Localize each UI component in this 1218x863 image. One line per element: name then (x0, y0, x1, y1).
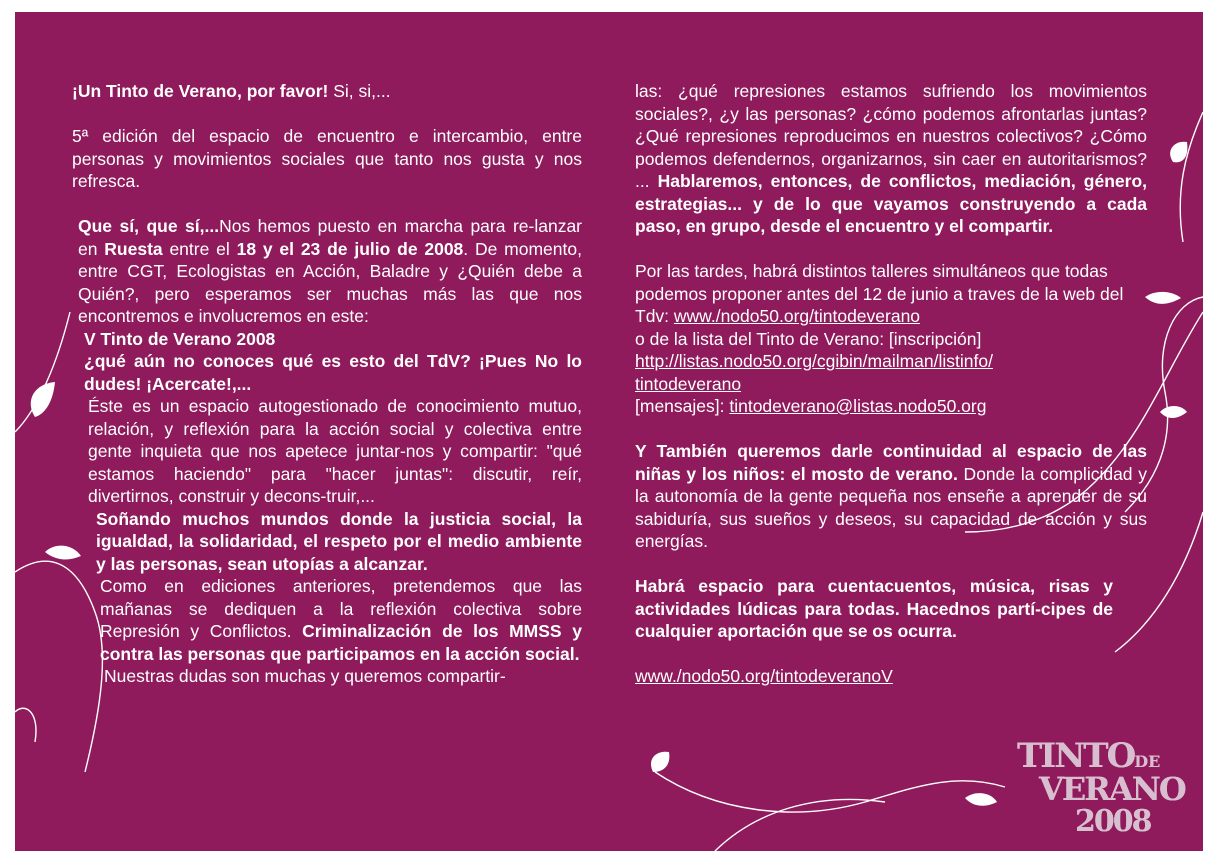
dreaming-paragraph (72, 508, 582, 576)
relaunch-paragraph (72, 215, 582, 328)
footer-link-line (635, 665, 1147, 688)
left-column (72, 80, 582, 688)
footer-website-link[interactable]: www./nodo50.org/tintodeveranoV (635, 666, 893, 686)
mornings-bold: Criminalización de los MMSS y contra las personas que participamos en la acción social. (100, 621, 582, 664)
question-paragraph (72, 350, 582, 395)
logo-line-3: 2008 (1075, 804, 1151, 839)
mailing-list-link-part2: tintodeverano (635, 373, 742, 394)
kids-bold: Y También queremos darle continuidad al espacio de las niñas y los niños: el mosto de verano. (635, 441, 1147, 484)
intro-rest: Si, si,... (328, 81, 391, 101)
relaunch-text-3: . De momento, entre CGT, Ecologistas en Acción, Baladre y ¿Quién debe a Quién?, pero esperamos ser muchas más las que nos encontremos e involucremos en este: (78, 238, 582, 326)
logo-line-1 (1017, 736, 1161, 776)
edition-paragraph: 5ª edición del espacio de encuentro e intercambio, entre personas y movimientos sociales que tanto nos gusta y nos refresca. (72, 126, 582, 191)
doubts-paragraph: Nuestras dudas son muchas y queremos compartir- (104, 666, 506, 686)
workshops-text: Por las tardes, habrá distintos talleres simultáneos que todas podemos proponer antes del 12 de junio a traves de la web del Tdv: (635, 261, 1124, 326)
workshops-paragraph (635, 260, 1147, 418)
intro-bold: ¡Un Tinto de Verano, por favor! (72, 81, 329, 101)
relaunch-place: Ruesta (104, 238, 163, 259)
logo-de: DE (1134, 752, 1161, 771)
relaunch-text-1: Nos hemos puesto en marcha para re-lanzar en (78, 216, 583, 259)
repression-paragraph (635, 80, 1147, 238)
tinto-de-verano-logo (1015, 737, 1195, 847)
mailing-list-link-part1: http://listas.nodo50.org/cgibin/mailman/listinfo/ (635, 351, 993, 371)
repression-bold: Hablaremos, entonces, de conflictos, mediación, género, estrategias... y de lo que vayamos construyendo a cada paso, en grupo, desde el encuentro y el compartir. (635, 171, 1147, 236)
dreaming-text: Soñando muchos mundos donde la justicia social, la igualdad, la solidaridad, el respeto por el medio ambiente y las personas, sean utopías a alcanzar. (96, 508, 582, 574)
event-title-text: V Tinto de Verano 2008 (84, 328, 276, 349)
question-text: ¿qué aún no conoces qué es esto del TdV? ¡Pues No lo dudes! ¡Acercate!,... (84, 351, 582, 394)
description-paragraph: Éste es un espacio autogestionado de conocimiento mutuo, relación, y reflexión para la acción social y colectiva entre gente inquieta que nos apetece juntar-nos y compartir: "qué estamos haciendo" para "hacer juntas": discutir, reír, divertirnos, construir y decons-truir,... (88, 396, 582, 506)
kids-text: Donde la complicidad y la autonomía de la gente pequeña nos enseñe a aprender de su sabiduría, sus sueños y deseos, su capacidad de acción y sus energías. (635, 463, 1147, 551)
kids-paragraph (635, 440, 1147, 553)
logo-tinto: TINTO (1017, 736, 1135, 776)
messages-label: [mensajes]: (635, 396, 730, 416)
website-link[interactable]: www./nodo50.org/tintodeverano (673, 306, 921, 326)
relaunch-text-2: entre el (162, 238, 237, 259)
right-column (635, 80, 1147, 688)
brochure-panel (15, 12, 1203, 851)
repression-text: las: ¿qué represiones estamos sufriendo los movimientos sociales?, ¿y las personas? ¿cómo podemos afrontarlas juntas? ¿Qué represiones reproducimos en nuestros colectivos? ¿Cómo podemos defendernos, organizarnos, sin caer en autoritarismos? ... (635, 81, 1147, 191)
event-title (72, 328, 582, 351)
relaunch-bold-lead: Que sí, que sí,... (78, 216, 220, 236)
logo-line-2: VERANO (1039, 770, 1185, 808)
activities-paragraph (635, 575, 1113, 643)
mornings-paragraph (72, 575, 582, 665)
mailing-list-link[interactable] (635, 351, 993, 394)
mailing-list-text: o de la lista del Tinto de Verano: [inscripción] (635, 328, 982, 349)
email-link[interactable]: tintodeverano@listas.nodo50.org (729, 396, 987, 416)
intro-line (72, 80, 582, 103)
activities-text: Habrá espacio para cuentacuentos, música, risas y actividades lúdicas para todas. Hacednos partí-cipes de cualquier aportación que se os ocurra. (635, 576, 1113, 641)
relaunch-dates: 18 y el 23 de julio de 2008 (236, 238, 464, 259)
mornings-text: Como en ediciones anteriores, pretendemos que las mañanas se dediquen a la reflexión colectiva sobre Represión y Conflictos. (100, 576, 582, 641)
